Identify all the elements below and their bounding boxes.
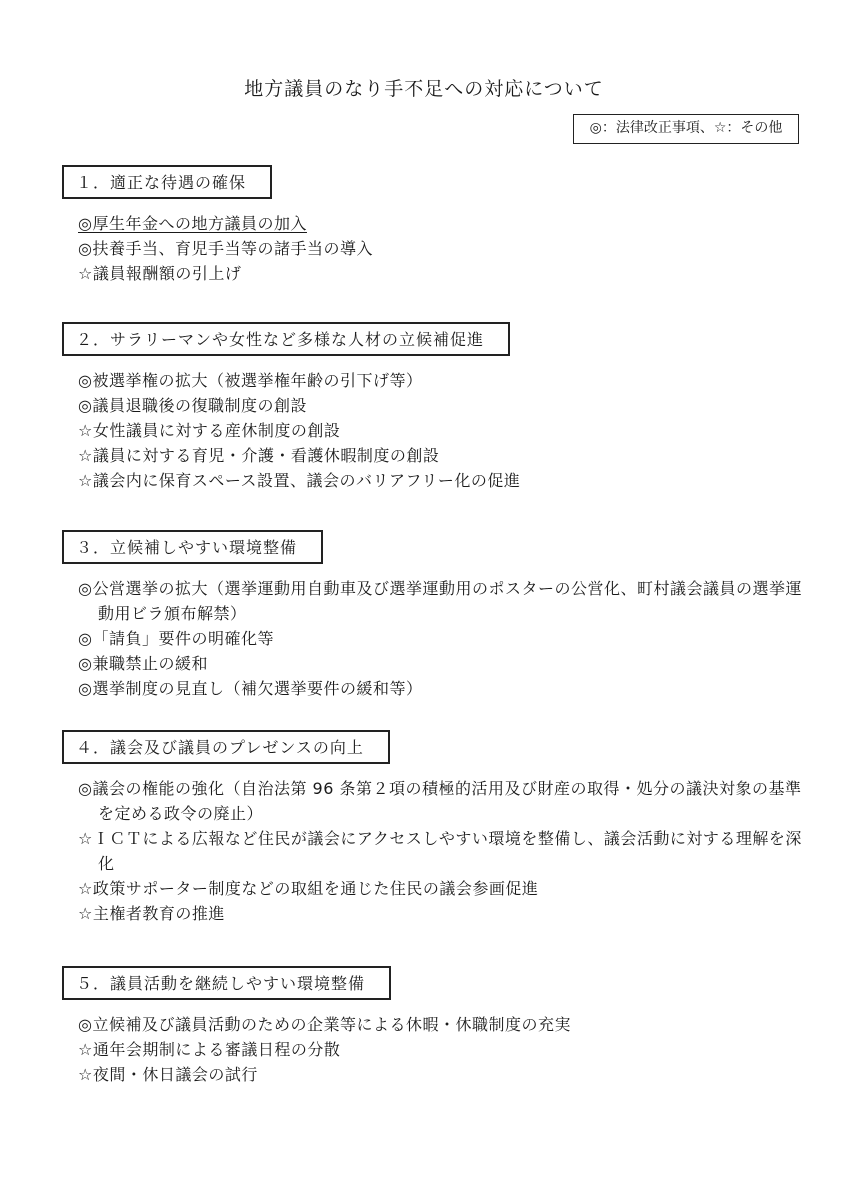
list-item: ☆女性議員に対する産休制度の創設 <box>78 421 341 440</box>
document-title: 地方議員のなり手不足への対応について <box>244 78 604 100</box>
section-items <box>62 776 802 926</box>
section-items <box>62 211 802 286</box>
list-item: ◎「請負」要件の明確化等 <box>78 629 274 648</box>
section-heading: ３．立候補しやすい環境整備 <box>62 530 323 564</box>
section-heading: １．適正な待遇の確保 <box>62 165 272 199</box>
section-items <box>62 1012 802 1087</box>
list-item: ☆夜間・休日議会の試行 <box>78 1065 258 1084</box>
legend-box: ◎：法律改正事項、☆：その他 <box>573 114 799 144</box>
list-item: ◎兼職禁止の緩和 <box>78 654 208 673</box>
list-item: ☆政策サポーター制度などの取組を通じた住民の議会参画促進 <box>78 879 539 898</box>
section-items <box>62 368 802 493</box>
list-item: ◎公営選挙の拡大（選挙運動用自動車及び選挙運動用のポスターの公営化、町村議会議員の選挙運動用ビラ頒布解禁） <box>78 579 802 623</box>
section-5 <box>62 966 802 1087</box>
list-item: ☆通年会期制による審議日程の分散 <box>78 1040 341 1059</box>
list-item: ☆議会内に保育スペース設置、議会のバリアフリー化の促進 <box>78 471 521 490</box>
list-item: ☆議員に対する育児・介護・看護休暇制度の創設 <box>78 446 440 465</box>
list-item: ◎扶養手当、育児手当等の諸手当の導入 <box>78 239 373 258</box>
list-item: ◎厚生年金への地方議員の加入 <box>78 214 307 233</box>
list-item: ☆主権者教育の推進 <box>78 904 225 923</box>
section-4 <box>62 730 802 926</box>
section-items <box>62 576 802 701</box>
list-item: ◎議員退職後の復職制度の創設 <box>78 396 307 415</box>
section-heading: ２．サラリーマンや女性など多様な人材の立候補促進 <box>62 322 510 356</box>
list-item: ☆議員報酬額の引上げ <box>78 264 242 283</box>
section-3 <box>62 530 802 701</box>
list-item: ◎立候補及び議員活動のための企業等による休暇・休職制度の充実 <box>78 1015 571 1034</box>
section-1 <box>62 165 802 286</box>
section-heading: ４．議会及び議員のプレゼンスの向上 <box>62 730 390 764</box>
list-item: ◎選挙制度の見直し（補欠選挙要件の緩和等） <box>78 679 423 698</box>
list-item: ◎議会の権能の強化（自治法第 96 条第２項の積極的活用及び財産の取得・処分の議決対象の基準を定める政令の廃止） <box>78 779 802 823</box>
section-2 <box>62 322 802 493</box>
list-item: ◎被選挙権の拡大（被選挙権年齢の引下げ等） <box>78 371 423 390</box>
list-item: ☆ＩＣＴによる広報など住民が議会にアクセスしやすい環境を整備し、議会活動に対する理解を深化 <box>78 829 802 873</box>
section-heading: ５．議員活動を継続しやすい環境整備 <box>62 966 391 1000</box>
